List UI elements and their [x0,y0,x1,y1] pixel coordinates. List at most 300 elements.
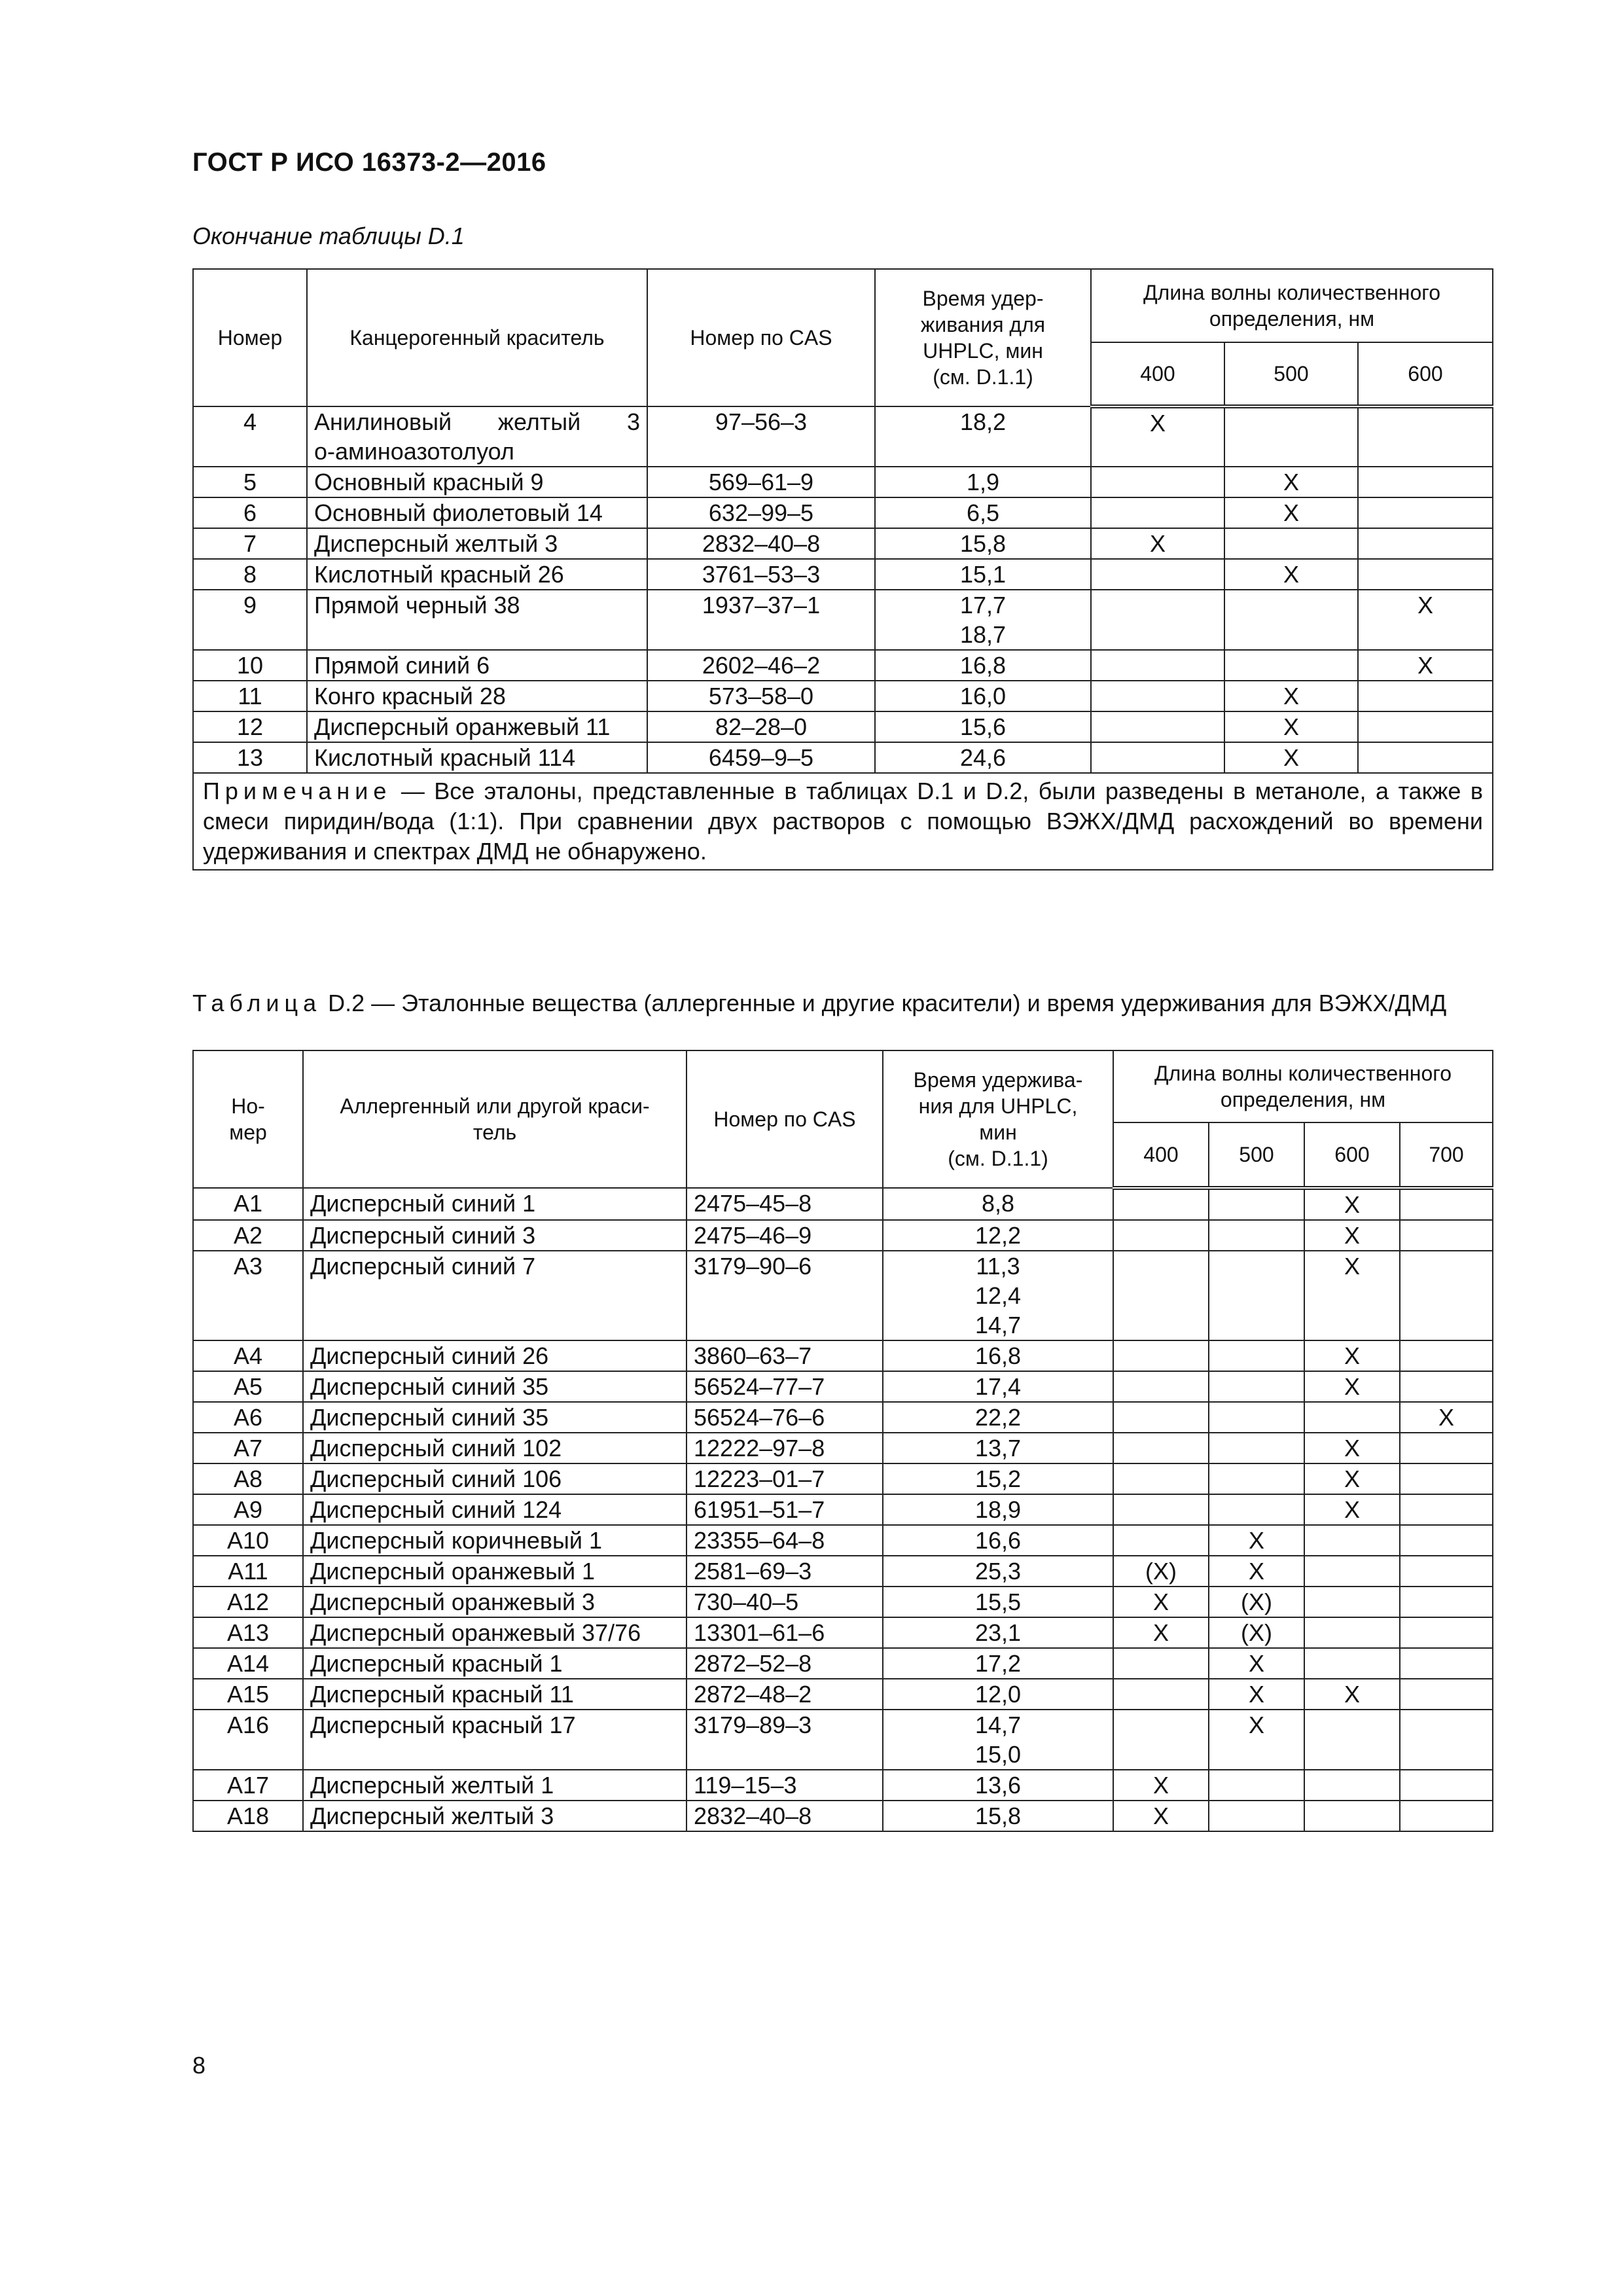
mark-600: X [1304,1494,1400,1525]
mark-500 [1209,1402,1304,1433]
cas-number: 23355–64–8 [687,1525,883,1556]
retention-time [883,1648,1113,1679]
mark-600: X [1304,1679,1400,1710]
dye-name: Дисперсный синий 102 [303,1433,687,1463]
row-number: 9 [193,590,307,650]
row-number: 4 [193,406,307,467]
dye-name-line: о-аминоазотолуол [314,438,514,465]
table1-caption: Окончание таблицы D.1 [192,223,465,249]
retention-time [875,711,1091,742]
mark-700 [1400,1371,1493,1402]
row-number: A13 [193,1617,303,1648]
mark-500 [1209,1433,1304,1463]
header-num: Номер [193,269,307,406]
header-w400: 400 [1091,342,1224,406]
mark-400 [1113,1710,1209,1770]
mark-400 [1113,1463,1209,1494]
mark-400 [1091,681,1224,711]
table-row [193,711,1493,742]
row-number: A3 [193,1251,303,1340]
time-value: 12,4 [974,1282,1022,1309]
mark-700 [1400,1617,1493,1648]
mark-600 [1304,1556,1400,1587]
mark-500: X [1209,1556,1304,1587]
time-value: 24,6 [959,744,1007,771]
header-wave-line: Длина волны количественного [1143,281,1440,304]
cas-number: 1937–37–1 [647,590,875,650]
mark-600 [1304,1402,1400,1433]
time-value: 8,8 [981,1190,1015,1217]
mark-600 [1358,528,1493,559]
mark-600 [1304,1801,1400,1831]
retention-time [883,1402,1113,1433]
retention-time [883,1463,1113,1494]
table-row [193,1556,1493,1587]
dye-name: Дисперсный оранжевый 1 [303,1556,687,1587]
mark-400 [1091,467,1224,497]
time-value: 16,6 [974,1527,1022,1554]
retention-time [875,681,1091,711]
mark-600: X [1304,1251,1400,1340]
mark-400 [1113,1525,1209,1556]
mark-500: X [1224,497,1358,528]
header-dye-line: Аллергенный или другой краси- [340,1094,650,1118]
row-number: A17 [193,1770,303,1801]
header-w500: 500 [1209,1122,1304,1188]
mark-700 [1400,1679,1493,1710]
cas-number: 61951–51–7 [687,1494,883,1525]
row-number: 12 [193,711,307,742]
header-time-line: живания для [920,313,1046,336]
cas-number: 569–61–9 [647,467,875,497]
cas-number: 3179–90–6 [687,1251,883,1340]
mark-600: X [1304,1340,1400,1371]
dye-name: Дисперсный синий 35 [303,1402,687,1433]
dye-name: Прямой синий 6 [307,650,647,681]
row-number: A11 [193,1556,303,1587]
dye-name: Дисперсный синий 26 [303,1340,687,1371]
mark-600 [1358,559,1493,590]
mark-500 [1224,590,1358,650]
table-row [193,467,1493,497]
time-value: 17,7 [959,592,1007,619]
time-value: 6,5 [966,499,1000,526]
caption2-label: Таблица [192,990,322,1016]
dye-name: Конго красный 28 [307,681,647,711]
time-value: 23,1 [974,1619,1022,1646]
time-value: 17,2 [974,1650,1022,1677]
table-row [193,650,1493,681]
cas-number: 3179–89–3 [687,1710,883,1770]
retention-time [883,1587,1113,1617]
retention-time [875,528,1091,559]
mark-500: X [1209,1525,1304,1556]
mark-400 [1113,1433,1209,1463]
time-value: 15,2 [974,1465,1022,1492]
row-number: 13 [193,742,307,773]
retention-time [883,1679,1113,1710]
mark-400: X [1113,1617,1209,1648]
mark-600 [1358,406,1493,467]
mark-600: X [1304,1433,1400,1463]
dye-name: Дисперсный красный 11 [303,1679,687,1710]
dye-name: Дисперсный красный 1 [303,1648,687,1679]
time-value: 16,0 [959,683,1007,709]
table-row [193,1340,1493,1371]
mark-600: X [1304,1371,1400,1402]
mark-400 [1091,742,1224,773]
header-w400: 400 [1113,1122,1209,1188]
dye-name: Дисперсный коричневый 1 [303,1525,687,1556]
retention-time [883,1770,1113,1801]
time-value: 22,2 [974,1404,1022,1431]
time-value: 15,8 [959,530,1007,557]
header-w600: 600 [1358,342,1493,406]
mark-500: (X) [1209,1617,1304,1648]
header-wave-line: определения, нм [1209,307,1375,331]
time-value: 16,8 [959,652,1007,679]
mark-600 [1358,497,1493,528]
mark-400: X [1113,1587,1209,1617]
dye-name: Прямой черный 38 [307,590,647,650]
table-row [193,1402,1493,1433]
cas-number: 2832–40–8 [687,1801,883,1831]
caption2-text: D.2 — Эталонные вещества (аллергенные и другие красители) и время удерживания для ВЭЖХ/ДМД [321,990,1447,1016]
table-row [193,1648,1493,1679]
cas-number: 119–15–3 [687,1770,883,1801]
mark-700 [1400,1340,1493,1371]
mark-500 [1209,1220,1304,1251]
dye-name [307,406,647,467]
header-wave-line: определения, нм [1220,1088,1386,1111]
retention-time [883,1340,1113,1371]
mark-400 [1091,590,1224,650]
cas-number: 2872–48–2 [687,1679,883,1710]
mark-400 [1113,1251,1209,1340]
table-row [193,406,1493,467]
mark-700 [1400,1433,1493,1463]
dye-name: Дисперсный синий 3 [303,1220,687,1251]
mark-700 [1400,1188,1493,1220]
table1-note [193,773,1493,870]
mark-600 [1304,1770,1400,1801]
row-number: A12 [193,1587,303,1617]
header-cas: Номер по CAS [647,269,875,406]
table1-body [193,406,1493,773]
header-w500: 500 [1224,342,1358,406]
header-w700: 700 [1400,1122,1493,1188]
dye-name: Дисперсный синий 106 [303,1463,687,1494]
retention-time [883,1801,1113,1831]
table-row [193,1617,1493,1648]
header-num-line: Но- [231,1094,265,1118]
retention-time [875,742,1091,773]
header-num-line: мер [229,1121,267,1144]
mark-700 [1400,1648,1493,1679]
time-value: 12,0 [974,1681,1022,1708]
header-time-line: мин [979,1121,1017,1144]
row-number: A4 [193,1340,303,1371]
mark-600 [1304,1617,1400,1648]
mark-700 [1400,1801,1493,1831]
header-w600: 600 [1304,1122,1400,1188]
retention-time [883,1494,1113,1525]
header-wavelength [1091,269,1493,342]
table-row [193,1494,1493,1525]
mark-400 [1091,559,1224,590]
mark-500: X [1224,711,1358,742]
mark-400 [1113,1340,1209,1371]
row-number: 7 [193,528,307,559]
time-value: 15,5 [974,1588,1022,1615]
cas-number: 13301–61–6 [687,1617,883,1648]
mark-700 [1400,1587,1493,1617]
time-value: 15,8 [974,1803,1022,1829]
table-row [193,1679,1493,1710]
retention-time [883,1710,1113,1770]
mark-500: X [1209,1710,1304,1770]
time-value: 12,2 [974,1222,1022,1249]
row-number: 10 [193,650,307,681]
header-time-line: ния для UHPLC, [918,1094,1078,1118]
mark-400 [1113,1494,1209,1525]
dye-name: Дисперсный оранжевый 37/76 [303,1617,687,1648]
mark-600 [1304,1587,1400,1617]
header-dye-line: тель [473,1121,517,1144]
cas-number: 2832–40–8 [647,528,875,559]
mark-500 [1224,650,1358,681]
mark-400: X [1113,1770,1209,1801]
dye-name: Дисперсный желтый 3 [303,1801,687,1831]
table2-caption [192,990,1501,1017]
retention-time [875,467,1091,497]
cas-number: 573–58–0 [647,681,875,711]
table-row [193,1188,1493,1220]
retention-time [883,1556,1113,1587]
table-d1 [192,268,1493,870]
mark-400: (X) [1113,1556,1209,1587]
retention-time [883,1220,1113,1251]
mark-500 [1209,1340,1304,1371]
table-row [193,1801,1493,1831]
note-label: Примечание [203,778,392,804]
row-number: 6 [193,497,307,528]
mark-700 [1400,1251,1493,1340]
mark-600 [1358,681,1493,711]
mark-600 [1358,742,1493,773]
time-value: 1,9 [966,469,1000,495]
mark-500 [1209,1251,1304,1340]
mark-600 [1358,711,1493,742]
table-row [193,1525,1493,1556]
header-dye [303,1050,687,1188]
cas-number: 82–28–0 [647,711,875,742]
table-row [193,1770,1493,1801]
mark-400: X [1091,406,1224,467]
mark-600: X [1304,1463,1400,1494]
mark-500 [1209,1494,1304,1525]
table2-body [193,1188,1493,1831]
dye-name: Дисперсный оранжевый 11 [307,711,647,742]
mark-700 [1400,1770,1493,1801]
mark-500: X [1209,1648,1304,1679]
header-time-line: (см. D.1.1) [933,365,1033,389]
row-number: A15 [193,1679,303,1710]
retention-time [875,590,1091,650]
dye-name: Дисперсный желтый 3 [307,528,647,559]
cas-number: 2475–46–9 [687,1220,883,1251]
retention-time [875,559,1091,590]
table-row [193,1710,1493,1770]
mark-600: X [1304,1188,1400,1220]
note-text: — Все эталоны, представленные в таблицах D.1 и D.2, были разведены в метаноле, а также в смеси пиридин/вода (1:1). При сравнении двух растворов с помощью ВЭЖХ/ДМД расхождений во времени удерживания и спектрах ДМД не обнаружено. [203,778,1483,865]
table-row [193,1371,1493,1402]
row-number: A2 [193,1220,303,1251]
cas-number: 6459–9–5 [647,742,875,773]
mark-400 [1091,650,1224,681]
retention-time [883,1188,1113,1220]
header-wavelength [1113,1050,1493,1122]
time-value: 15,6 [959,713,1007,740]
row-number: 5 [193,467,307,497]
dye-name: Дисперсный оранжевый 3 [303,1587,687,1617]
header-time-line: (см. D.1.1) [948,1147,1048,1170]
row-number: 8 [193,559,307,590]
mark-600 [1304,1710,1400,1770]
table-row [193,1433,1493,1463]
mark-500: (X) [1209,1587,1304,1617]
retention-time [875,406,1091,467]
row-number: A1 [193,1188,303,1220]
time-value: 14,7 [974,1712,1022,1738]
cas-number: 97–56–3 [647,406,875,467]
row-number: A14 [193,1648,303,1679]
dye-name: Дисперсный желтый 1 [303,1770,687,1801]
mark-500 [1209,1770,1304,1801]
retention-time [883,1433,1113,1463]
mark-600 [1304,1525,1400,1556]
mark-400 [1113,1220,1209,1251]
time-value: 11,3 [976,1253,1020,1280]
dye-name: Основный фиолетовый 14 [307,497,647,528]
mark-700 [1400,1463,1493,1494]
retention-time [883,1617,1113,1648]
mark-400 [1113,1371,1209,1402]
mark-500 [1209,1188,1304,1220]
header-time [883,1050,1113,1188]
cas-number: 2872–52–8 [687,1648,883,1679]
dye-name: Дисперсный красный 17 [303,1710,687,1770]
dye-name: Основный красный 9 [307,467,647,497]
dye-name: Дисперсный синий 1 [303,1188,687,1220]
cas-number: 12222–97–8 [687,1433,883,1463]
mark-600: X [1358,650,1493,681]
retention-time [875,650,1091,681]
table-row [193,590,1493,650]
time-value: 13,7 [974,1435,1022,1462]
header-wave-line: Длина волны количественного [1154,1062,1452,1085]
cas-number: 2602–46–2 [647,650,875,681]
mark-600: X [1358,590,1493,650]
mark-400 [1113,1679,1209,1710]
retention-time [875,497,1091,528]
row-number: A18 [193,1801,303,1831]
retention-time [883,1525,1113,1556]
table-row [193,1220,1493,1251]
mark-600: X [1304,1220,1400,1251]
cas-number: 56524–77–7 [687,1371,883,1402]
time-value: 16,8 [974,1342,1022,1369]
time-value: 14,7 [974,1312,1022,1338]
header-time [875,269,1091,406]
mark-400 [1091,711,1224,742]
page-number: 8 [192,2052,206,2079]
row-number: A8 [193,1463,303,1494]
mark-400: X [1113,1801,1209,1831]
dye-name: Кислотный красный 114 [307,742,647,773]
mark-600 [1304,1648,1400,1679]
header-time-line: UHPLC, мин [923,339,1043,363]
cas-number: 3860–63–7 [687,1340,883,1371]
table-row [193,559,1493,590]
header-num [193,1050,303,1188]
time-value: 15,1 [959,561,1007,588]
dye-name: Кислотный красный 26 [307,559,647,590]
mark-700 [1400,1525,1493,1556]
retention-time [883,1251,1113,1340]
cas-number: 730–40–5 [687,1587,883,1617]
mark-700 [1400,1556,1493,1587]
mark-700 [1400,1494,1493,1525]
header-time-line: Время удержива- [913,1068,1083,1092]
table-row [193,528,1493,559]
cas-number: 56524–76–6 [687,1402,883,1433]
table-row [193,497,1493,528]
table-row [193,742,1493,773]
mark-400 [1091,497,1224,528]
mark-400: X [1091,528,1224,559]
dye-name: Дисперсный синий 7 [303,1251,687,1340]
row-number: 11 [193,681,307,711]
mark-500 [1209,1371,1304,1402]
time-value: 18,9 [974,1496,1022,1523]
mark-500 [1209,1801,1304,1831]
mark-500: X [1209,1679,1304,1710]
mark-700: X [1400,1402,1493,1433]
document-title: ГОСТ Р ИСО 16373-2—2016 [192,148,546,177]
header-dye: Канцерогенный краситель [307,269,647,406]
time-value: 18,7 [959,621,1007,648]
row-number: A16 [193,1710,303,1770]
row-number: A10 [193,1525,303,1556]
row-number: A6 [193,1402,303,1433]
table-row [193,1251,1493,1340]
cas-number: 12223–01–7 [687,1463,883,1494]
mark-500: X [1224,742,1358,773]
time-value: 17,4 [974,1373,1022,1400]
cas-number: 3761–53–3 [647,559,875,590]
table-row [193,1463,1493,1494]
cas-number: 632–99–5 [647,497,875,528]
mark-400 [1113,1402,1209,1433]
cas-number: 2475–45–8 [687,1188,883,1220]
mark-400 [1113,1188,1209,1220]
row-number: A9 [193,1494,303,1525]
header-cas: Номер по CAS [687,1050,883,1188]
mark-700 [1400,1220,1493,1251]
retention-time [883,1371,1113,1402]
row-number: A5 [193,1371,303,1402]
